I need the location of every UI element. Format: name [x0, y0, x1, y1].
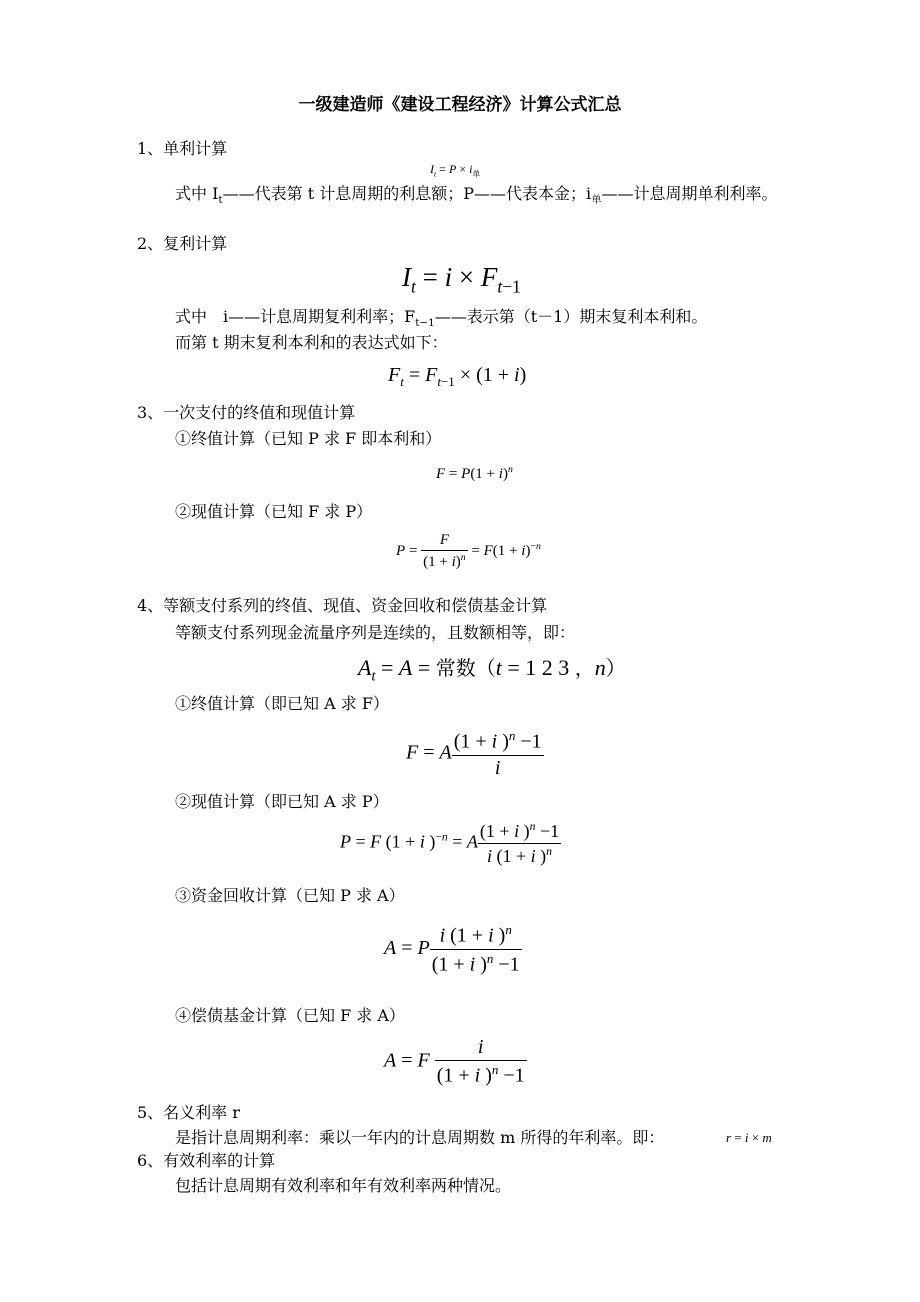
section-1-heading: 1、单利计算: [137, 139, 228, 158]
capital-recovery-formula: A = P $\frac{i (1 + i )^n}{(1 + i )^n -1}$: [384, 922, 520, 976]
compound-sum-formula: $F_t = F_{t-1} \times (1 + i)$: [388, 364, 527, 389]
section-5-description: 是指计息周期利率：乘以一年内的计息周期数 m 所得的年利率。即：: [175, 1128, 665, 1147]
equal-payment-formula: $A_t = A$ = 常数（t = 1 2 3 ，n）: [358, 655, 626, 685]
section-2-heading: 2、复利计算: [137, 234, 228, 253]
section-6-heading: 6、有效利率的计算: [137, 1151, 276, 1170]
section-4-item-4: ④偿债基金计算（已知 F 求 A）: [175, 1006, 405, 1025]
section-5-heading: 5、名义利率 r: [137, 1103, 240, 1122]
section-3-heading: 3、一次支付的终值和现值计算: [137, 403, 356, 422]
section-2-description-2: 而第 t 期末复利本利和的表达式如下：: [175, 333, 448, 352]
future-value-formula: $F = P(1 + i)^n$: [436, 464, 513, 482]
section-4-heading: 4、等额支付系列的终值、现值、资金回收和偿债基金计算: [137, 596, 548, 615]
section-1-description: 式中 $I_t——$代表第 t 计息周期的利息额；P——代表本金；$i_单——$计息周期单利利率。: [175, 184, 778, 207]
section-4-item-1: ①终值计算（即已知 A 求 F）: [175, 694, 389, 713]
annuity-present-value-formula: P = F (1 + i )$^{-n}$ = A $\frac{(1 + i )^n -1}{i (1 + i )^n}$: [340, 820, 560, 866]
page-title: 一级建造师《建设工程经济》计算公式汇总: [298, 95, 622, 115]
present-value-formula: P = $\frac{F}{(1 + i)^n}$ = $F(1 + i)^{-n}$: [396, 532, 541, 570]
section-4-description: 等额支付系列现金流量序列是连续的，且数额相等，即：: [175, 623, 576, 642]
section-3-item-1: ①终值计算（已知 P 求 F 即本利和）: [175, 429, 442, 448]
section-4-item-2: ②现值计算（即已知 A 求 P）: [175, 792, 389, 811]
annuity-future-value-formula: F = A $\frac{(1 + i )^n -1}{i}$: [406, 728, 542, 779]
compound-interest-formula: $I_t = i \times F_{t-1}$: [402, 262, 521, 297]
sinking-fund-formula: A = F $\frac{i}{(1 + i )^n -1}$: [384, 1036, 525, 1087]
section-4-item-3: ③资金回收计算（已知 P 求 A）: [175, 886, 405, 905]
section-6-description: 包括计息周期有效利率和年有效利率两种情况。: [175, 1176, 512, 1195]
section-3-item-2: ②现值计算（已知 F 求 P）: [175, 502, 373, 521]
section-2-description: 式中 i——计息周期复利利率；$F_{t-1}——$表示第（t－1）期末复利本利和。: [175, 307, 708, 330]
nominal-rate-formula: r = i × m: [726, 1130, 772, 1145]
simple-interest-formula: $I_t = P \times i_单$: [430, 162, 481, 179]
